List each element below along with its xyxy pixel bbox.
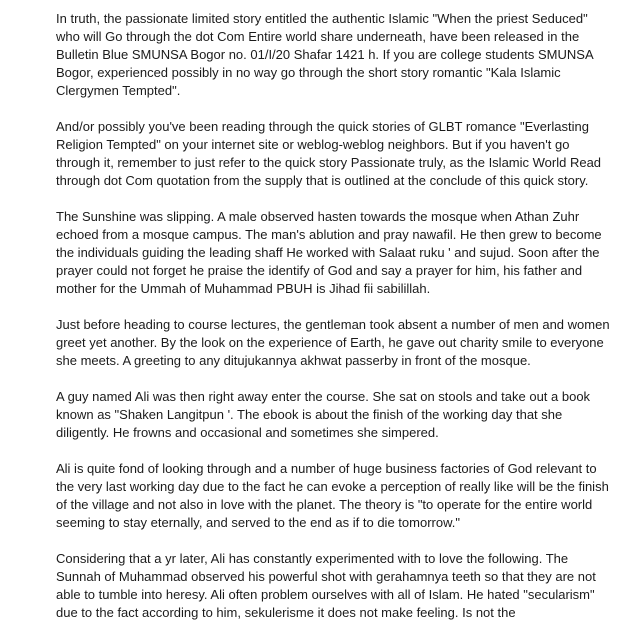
paragraph-5: A guy named Ali was then right away enter the course. She sat on stools and take out a book known as "Shaken Langitpun '. The ebook is about the finish of the working day that she diligently. He frowns and occasional and sometimes she simpered. [56,389,591,440]
paragraph-6: Ali is quite fond of looking through and a number of huge business factories of God relevant to the very last working day due to the fact he can evoke a perception of really like will be the finish of the village and not also in love with the planet. The theory is "to operate for the entire world seeming to stay eternally, and served to the end as if to die tomorrow." [56,461,609,530]
paragraph-2: And/or possibly you've been reading through the quick stories of GLBT romance "Everlasting Religion Tempted" on your internet site or weblog-weblog neighbors. But if you haven't go through it, remember to just refer to the quick story Passionate truly, as the Islamic World Read through dot Com quotation from the supply that is outlined at the conclude of this quick story. [56,119,602,188]
paragraph-4: Just before heading to course lectures, the gentleman took absent a number of men and women greet yet another. By the look on the experience of Earth, he gave out charity smile to everyone she meets. A greeting to any ditujukannya akhwat passerby in front of the mosque. [56,317,610,368]
paragraph-7: Considering that a yr later, Ali has constantly experimented with to love the following. The Sunnah of Muhammad observed his powerful shot with gerahamnya teeth so that they are not able to tumble into heresy. Ali often problem ourselves with all of Islam. He hated "secularism" due to the fact according to him, sekulerisme it does not make feeling. Is not the [56,551,596,620]
paragraph-1: In truth, the passionate limited story entitled the authentic Islamic "When the priest Seduced" who will Go through the dot Com Entire world share underneath, have been released in the Bulletin Blue SMUNSA Bogor no. 01/I/20 Shafar 1421 h. If you are college students SMUNSA Bogor, experienced possibly in no way go through the short story romantic "Kala Islamic Clergymen Tempted". [56,11,593,98]
paragraph-3: The Sunshine was slipping. A male observed hasten towards the mosque when Athan Zuhr echoed from a mosque campus. The man's ablution and pray nawafil. He then grew to become the individuals guiding the leading shaff He worked with Salaat ruku ' and sujud. Soon after the prayer could not forget he praise the identify of God and say a prayer for him, his father and mother for the Ummah of Muhammad PBUH is Jihad fii sabilillah. [56,209,602,296]
article-body [56,10,614,630]
